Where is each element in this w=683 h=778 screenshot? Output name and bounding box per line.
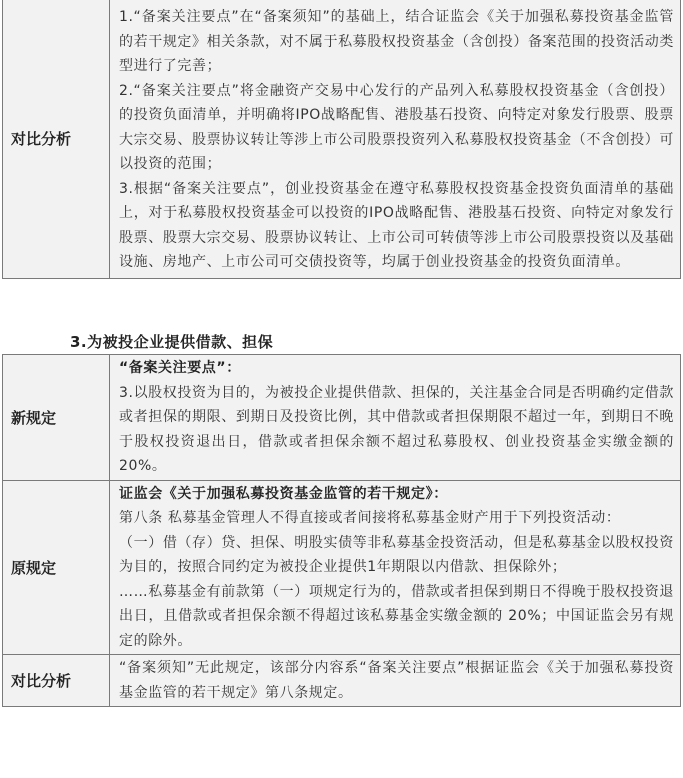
row-content	[110, 355, 681, 481]
row-label: 新规定	[3, 355, 110, 481]
table-row-old-rule	[3, 480, 681, 655]
paragraph: 2.“备案关注要点”将金融资产交易中心发行的产品列入私募股权投资基金（含创投）的投资负面清单，并明确将IPO战略配售、港股基石投资、向特定对象发行股票、股票大宗交易、股票协议转让等涉上市公司股票投资列入私募股权投资基金（不含创投）可以投资的范围；	[119, 82, 674, 172]
table-row-new-rule	[3, 355, 681, 481]
row-content	[110, 480, 681, 655]
comparison-table-2	[2, 354, 681, 707]
comparison-table-1	[2, 0, 681, 279]
row-content	[110, 655, 681, 707]
content-heading: “备案关注要点”：	[119, 360, 241, 376]
table-row	[3, 0, 681, 278]
paragraph: 3.根据“备案关注要点”，创业投资基金在遵守私募股权投资基金投资负面清单的基础上，对于私募股权投资基金可以投资的IPO战略配售、港股基石投资、向特定对象发行股票、股票大宗交易、股票协议转让、上市公司可转债等涉上市公司股票投资以及基础设施、房地产、上市公司可交债投资等，均属于创业投资基金的投资负面清单。	[119, 180, 674, 270]
row-label: 对比分析	[3, 0, 110, 278]
section-heading: 3.为被投企业提供借款、担保	[70, 333, 274, 351]
row-content	[110, 0, 681, 278]
paragraph: “备案须知”无此规定，该部分内容系“备案关注要点”根据证监会《关于加强私募投资基金监管的若干规定》第八条规定。	[119, 660, 674, 701]
paragraph: 第八条 私募基金管理人不得直接或者间接将私募基金财产用于下列投资活动：	[119, 510, 621, 526]
paragraph: （一）借（存）贷、担保、明股实债等非私募基金投资活动，但是私募基金以股权投资为目的，按照合同约定为被投企业提供1年期限以内借款、担保除外；	[119, 534, 674, 575]
paragraph: 1.“备案关注要点”在“备案须知”的基础上，结合证监会《关于加强私募投资基金监管的若干规定》相关条款，对不属于私募股权投资基金（含创投）备案范围的投资活动类型进行了完善；	[119, 9, 674, 74]
table-row-analysis	[3, 655, 681, 707]
paragraph: 3.以股权投资为目的，为被投企业提供借款、担保的，关注基金合同是否明确约定借款或者担保的期限、到期日及投资比例，其中借款或者担保期限不超过一年，到期日不晚于股权投资退出日，借款或者担保余额不超过私募股权、创业投资基金实缴金额的20%。	[119, 384, 674, 474]
row-label: 对比分析	[3, 655, 110, 707]
paragraph: ……私募基金有前款第（一）项规定行为的，借款或者担保到期日不得晚于股权投资退出日，且借款或者担保余额不得超过该私募基金实缴金额的 20%；中国证监会另有规定的除外。	[119, 583, 674, 649]
content-heading: 证监会《关于加强私募投资基金监管的若干规定》：	[119, 485, 448, 502]
row-label: 原规定	[3, 480, 110, 655]
